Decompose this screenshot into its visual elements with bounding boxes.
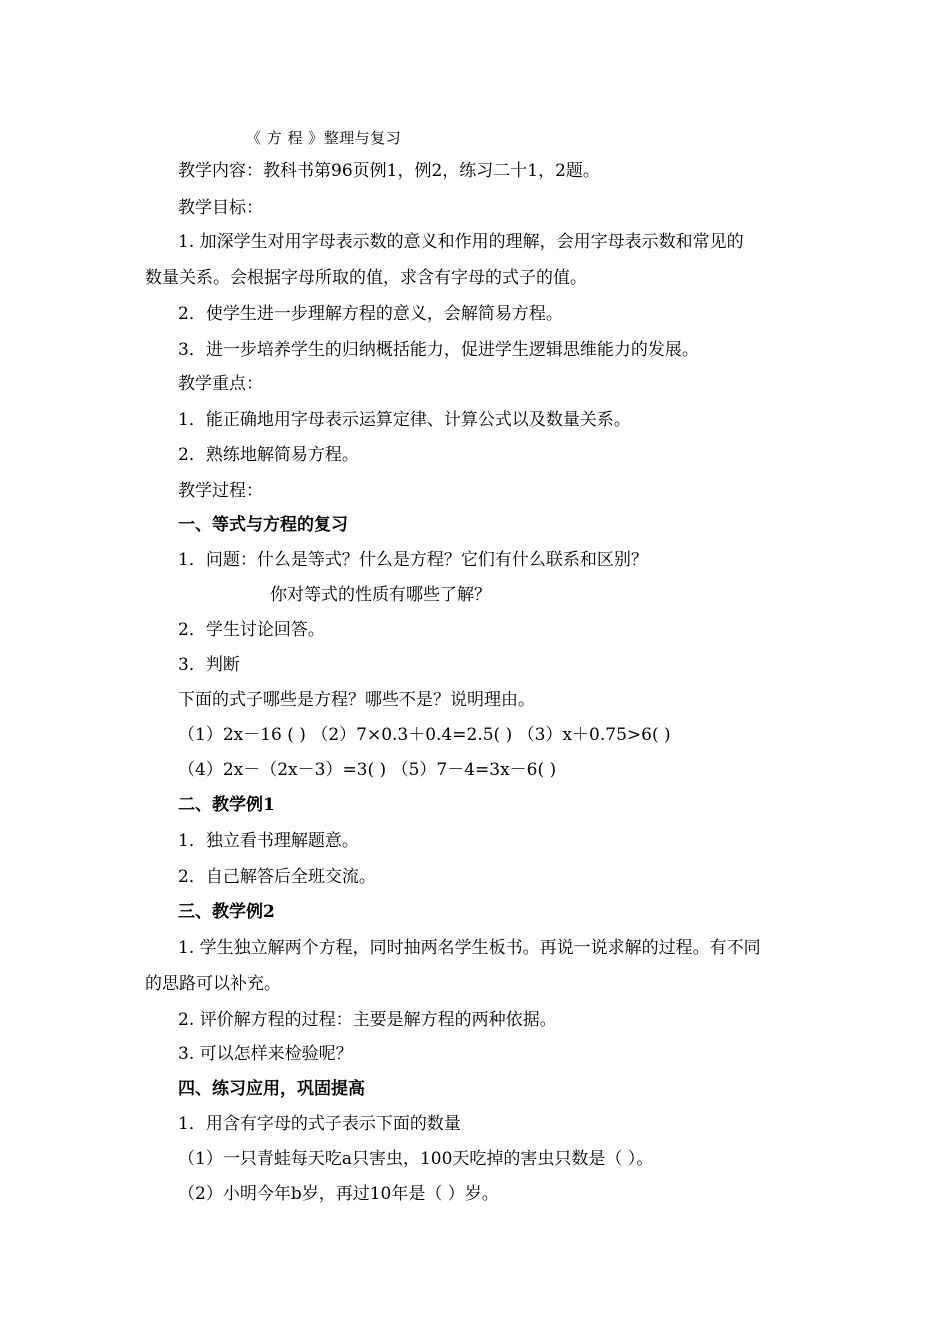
section-4-heading: 四、练习应用，巩固提高 — [178, 1079, 365, 1099]
s1-judge: 3．判断 — [178, 655, 240, 675]
s3-step-2: 2. 评价解方程的过程：主要是解方程的两种依据。 — [178, 1010, 557, 1030]
s4-item-2: （2）小明今年b岁，再过10年是（ ）岁。 — [178, 1184, 499, 1204]
s1-items-row-1: （1）2x－16 ( ) （2）7×0.3＋0.4=2.5( ) （3）x＋0.75>6( ) — [178, 725, 671, 745]
heading-goals: 教学目标： — [178, 198, 263, 218]
s1-discussion: 2．学生讨论回答。 — [178, 620, 325, 640]
s2-step-2: 2．自己解答后全班交流。 — [178, 867, 376, 887]
section-3-heading: 三、教学例2 — [178, 902, 275, 922]
s2-step-1: 1．独立看书理解题意。 — [178, 831, 359, 851]
goal-1-line-2: 数量关系。会根据字母所取的值，求含有字母的式子的值。 — [145, 268, 587, 288]
goal-1-line-1: 1. 加深学生对用字母表示数的意义和作用的理解，会用字母表示数和常见的 — [178, 232, 744, 252]
doc-title: 《 方 程 》整理与复习 — [246, 129, 402, 147]
s4-step-1: 1．用含有字母的式子表示下面的数量 — [178, 1114, 461, 1134]
goal-3: 3．进一步培养学生的归纳概括能力，促进学生逻辑思维能力的发展。 — [178, 340, 699, 360]
s3-step-1-line-2: 的思路可以补充。 — [145, 974, 281, 994]
key-point-1: 1．能正确地用字母表示运算定律、计算公式以及数量关系。 — [178, 410, 631, 430]
section-2-heading: 二、教学例1 — [178, 795, 275, 815]
teaching-content: 教学内容：教科书第96页例1，例2，练习二十1，2题。 — [178, 161, 600, 181]
s1-question-cont: 你对等式的性质有哪些了解？ — [270, 585, 491, 605]
s1-judge-prompt: 下面的式子哪些是方程？哪些不是？说明理由。 — [178, 690, 535, 710]
s3-step-1-line-1: 1. 学生独立解两个方程，同时抽两名学生板书。再说一说求解的过程。有不同 — [178, 938, 761, 958]
s1-items-row-2: （4）2x－（2x－3）=3( ) （5）7－4=3x－6( ) — [178, 760, 557, 780]
s1-question: 1．问题：什么是等式？什么是方程？它们有什么联系和区别？ — [178, 550, 648, 570]
goal-2: 2．使学生进一步理解方程的意义，会解简易方程。 — [178, 304, 563, 324]
key-point-2: 2．熟练地解简易方程。 — [178, 445, 359, 465]
s3-step-3: 3. 可以怎样来检验呢？ — [178, 1044, 353, 1064]
s4-item-1: （1）一只青蛙每天吃a只害虫，100天吃掉的害虫只数是（ ）。 — [178, 1149, 654, 1169]
section-1-heading: 一、等式与方程的复习 — [178, 515, 348, 535]
heading-process: 教学过程： — [178, 481, 263, 501]
heading-key-points: 教学重点： — [178, 374, 263, 394]
